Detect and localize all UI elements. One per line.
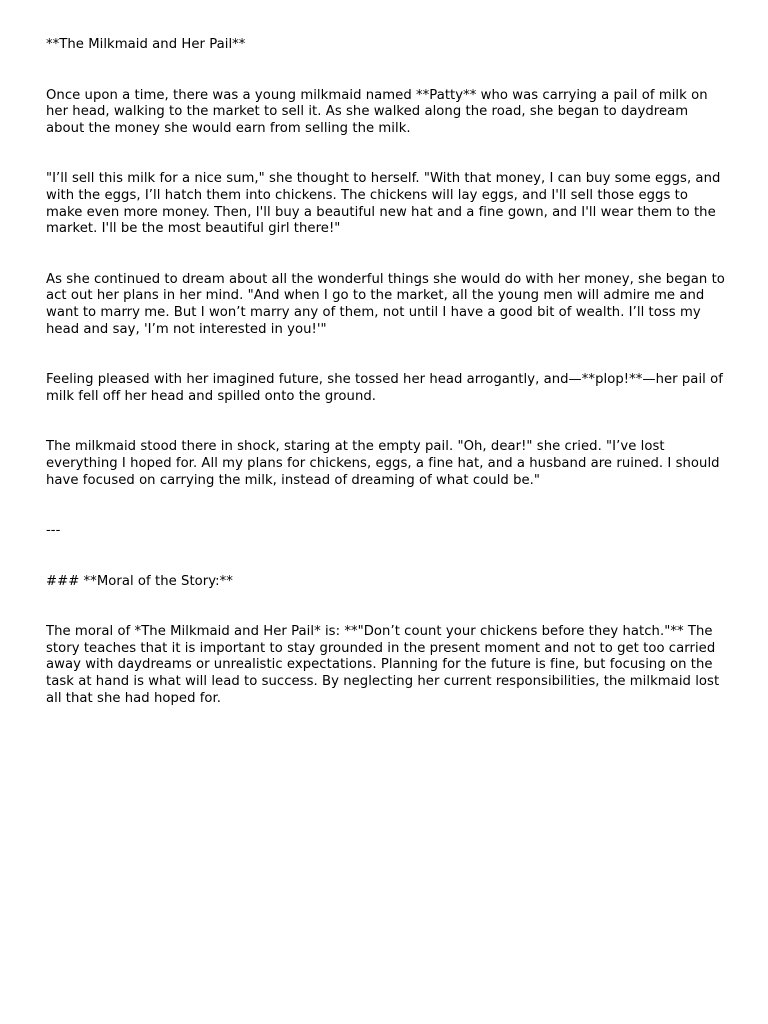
story-paragraph-1: Once upon a time, there was a young milkmaid named **Patty** who was carrying a pail of milk on her head, walking to the market to sell it. As she walked along the road, she began to daydream about the money she would earn from selling the milk. — [46, 87, 708, 136]
story-paragraph-2: "I’ll sell this milk for a nice sum," she thought to herself. "With that money, I can buy some eggs, and with the eggs, I’ll hatch them into chickens. The chickens will lay eggs, and I'll sell those eggs to make even more money. Then, I'll buy a beautiful new hat and a fine gown, and I'll wear them to the market. I'll be the most beautiful girl there!" — [46, 171, 721, 237]
story-paragraph-5: The milkmaid stood there in shock, staring at the empty pail. "Oh, dear!" she cried. "I’ve lost everything I hoped for. All my plans for chickens, eggs, a fine hat, and a husband are ruined. I should have focused on carrying the milk, instead of dreaming of what could be." — [46, 439, 720, 488]
document-title: **The Milkmaid and Her Pail** — [46, 37, 246, 52]
moral-heading: ### **Moral of the Story:** — [46, 573, 233, 589]
moral-paragraph: The moral of *The Milkmaid and Her Pail* is: **"Don’t count your chickens before they hatch."** The story teaches that it is important to stay grounded in the present moment and not to get too carried away with daydreams or unrealistic expectations. Planning for the future is fine, but focusing on the task at hand is what will lead to success. By neglecting her current responsibilities, the milkmaid lost all that she had hoped for. — [46, 624, 720, 706]
story-paragraph-4: Feeling pleased with her imagined future, she tossed her head arrogantly, and—**plop!**—her pail of milk fell off her head and spilled onto the ground. — [46, 372, 723, 404]
story-paragraph-3: As she continued to dream about all the wonderful things she would do with her money, she began to act out her plans in her mind. "And when I go to the market, all the young men will admire me and want to marry me. But I won’t marry any of them, not until I have a good bit of wealth. I’ll toss my head and say, 'I’m not interested in you!'" — [46, 271, 725, 337]
section-separator: --- — [46, 523, 61, 539]
document-page — [46, 37, 726, 741]
